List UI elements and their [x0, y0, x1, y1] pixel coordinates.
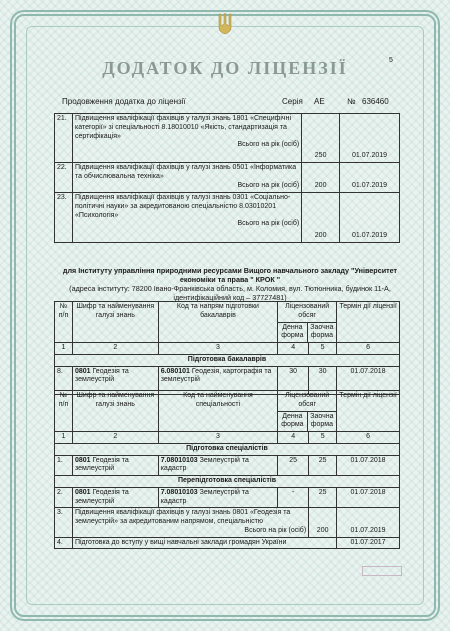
program-name: Землеустрій та кадастр: [160, 488, 249, 505]
header-cell: Заочна форма: [310, 412, 334, 429]
number-label: №: [347, 97, 356, 106]
program-code: 6.080101: [160, 367, 190, 375]
table-row: [55, 508, 400, 537]
row-count: 200: [302, 163, 340, 193]
row-date: 01.07.2018: [337, 487, 400, 508]
row-number: 1.: [55, 455, 73, 476]
table-row: [55, 114, 400, 163]
section-title: Перепідготовка спеціалістів: [55, 476, 400, 488]
row-per-year: Всього на рік (осіб): [237, 141, 300, 149]
program-code: 7.08010103: [160, 456, 198, 464]
header-cell: Код та найменування спеціальності: [158, 391, 278, 432]
field-name: Геодезія та землеустрій: [74, 456, 129, 473]
institute-block: [60, 266, 400, 302]
column-number-row: [55, 343, 400, 355]
column-number: 6: [337, 432, 400, 444]
header-cell: № п/п: [55, 302, 73, 343]
row-date: 01.07.2019: [340, 114, 400, 163]
row-count: 250: [302, 114, 340, 163]
column-number-row: [55, 432, 400, 444]
number-value: 636460: [362, 97, 389, 106]
day-count: 30: [278, 366, 309, 394]
header-cell: Термін дії ліцензії: [337, 391, 400, 432]
row-date: 01.07.2019: [340, 163, 400, 193]
header-cell: Заочна форма: [310, 323, 334, 340]
header-cell: Термін дії ліцензії: [337, 302, 400, 343]
row-text: Підвищення кваліфікації фахівців у галузі знань 1801 «Специфічні категорії» зі спеціальності 8.18010010 «Якість, стандартизація та сертифікація»: [74, 115, 291, 140]
section-row: [55, 354, 400, 366]
column-number: 2: [72, 432, 158, 444]
field-name: Геодезія та землеустрій: [74, 367, 129, 384]
row-number: 23.: [55, 193, 73, 243]
institute-title: для Інституту управління природними ресурсами Вищого навчального закладу "Університет економіки та права " КРОК ": [62, 266, 398, 284]
section-row: [55, 476, 400, 488]
field-name: Геодезія та землеустрій: [74, 488, 129, 505]
extra-count: 25: [309, 455, 337, 476]
column-number: 6: [337, 343, 400, 355]
program-name: Геодезія, картографія та землеустрій: [160, 367, 272, 384]
row-date: 01.07.2018: [337, 366, 400, 394]
series-value: АЕ: [314, 97, 325, 106]
row-text: Підвищення кваліфікації фахівців у галузі знань 0501 «Інформатика та обчислювальна техніка»: [74, 164, 297, 180]
row-number: 2.: [55, 487, 73, 508]
column-number: 5: [309, 343, 337, 355]
header-cell: Денна форма: [278, 412, 307, 432]
column-number: 5: [309, 432, 337, 444]
row-number: 3.: [55, 508, 73, 537]
row-per-year: Всього на рік (осіб): [237, 181, 300, 189]
extra-count: 25: [309, 487, 337, 508]
program-name: Землеустрій та кадастр: [160, 456, 249, 473]
section-title: Підготовка бакалаврів: [55, 354, 400, 366]
institute-address: (адреса інституту: 78200 Івано-Франківська область, м. Коломия, вул. Тютюнника, будинок 11-А, ідентифікаційний код – 37727481): [69, 284, 391, 302]
row-date: 01.07.2019: [337, 508, 400, 537]
section-row: [55, 443, 400, 455]
table-header-row: [55, 391, 400, 432]
column-number: 1: [55, 432, 73, 444]
header-cell: № п/п: [55, 391, 73, 432]
extra-count: 30: [309, 366, 337, 394]
row-per-year: Всього на рік (осіб): [244, 526, 307, 534]
header-cell: Ліцензований обсяг: [278, 391, 336, 412]
field-code: 0801: [74, 367, 91, 375]
row-number: 22.: [55, 163, 73, 193]
column-number: 1: [55, 343, 73, 355]
table-header-row: [55, 302, 400, 343]
row-per-year: Всього на рік (осіб): [237, 220, 300, 228]
table-row: [55, 163, 400, 193]
row-number: 8.: [55, 366, 73, 394]
column-number: 2: [72, 343, 158, 355]
header-cell: Шифр та найменування галузі знань: [72, 391, 158, 432]
row-text: Підвищення кваліфікації фахівців у галузі знань 0801 «Геодезія та землеустрій» за акредитованим напрямом, спеціальністю: [74, 509, 291, 525]
row-date: 01.07.2019: [340, 193, 400, 243]
row-count: 200: [302, 193, 340, 243]
section-title: Підготовка спеціалістів: [55, 443, 400, 455]
continuation-table: [54, 113, 400, 243]
column-number: 3: [158, 432, 278, 444]
day-count: 25: [278, 455, 309, 476]
page-title: ДОДАТОК ДО ЛІЦЕНЗІЇ: [102, 58, 348, 78]
table-row: [55, 193, 400, 243]
column-number: 3: [158, 343, 277, 355]
row-date: 01.07.2017: [337, 537, 400, 549]
row-date: 01.07.2018: [337, 455, 400, 476]
row-text: Підготовка до вступу у вищі навчальні заклади громадян України: [72, 537, 336, 549]
day-count: -: [278, 487, 309, 508]
row-number: 4.: [55, 537, 73, 549]
header-cell: Код та напрям підготовки бакалаврів: [158, 302, 277, 343]
field-code: 0801: [74, 456, 91, 464]
security-mark: [362, 566, 402, 576]
specialist-table: [54, 390, 400, 549]
column-number: 4: [278, 343, 309, 355]
bachelor-table: [54, 301, 400, 395]
field-code: 0801: [74, 488, 91, 496]
header-cell: Денна форма: [278, 323, 307, 343]
continuation-text: Продовження додатка до ліцензії: [62, 97, 186, 106]
page-number: 5: [389, 57, 393, 64]
table-row: [55, 537, 400, 549]
trident-emblem-icon: [217, 12, 233, 36]
program-code: 7.08010103: [160, 488, 198, 496]
row-text: Підвищення кваліфікації фахівців у галузі знань 0301 «Соціально-політичні науки» за акредитованою спеціальністю 8.03010201 «Психологія»: [74, 194, 291, 219]
table-row: [55, 455, 400, 476]
series-label: Серія: [282, 97, 303, 106]
table-row: [55, 487, 400, 508]
header-cell: Ліцензований обсяг: [278, 302, 336, 323]
row-count: 200: [309, 508, 337, 537]
header-cell: Шифр та найменування галузі знань: [72, 302, 158, 343]
column-number: 4: [278, 432, 309, 444]
row-number: 21.: [55, 114, 73, 163]
